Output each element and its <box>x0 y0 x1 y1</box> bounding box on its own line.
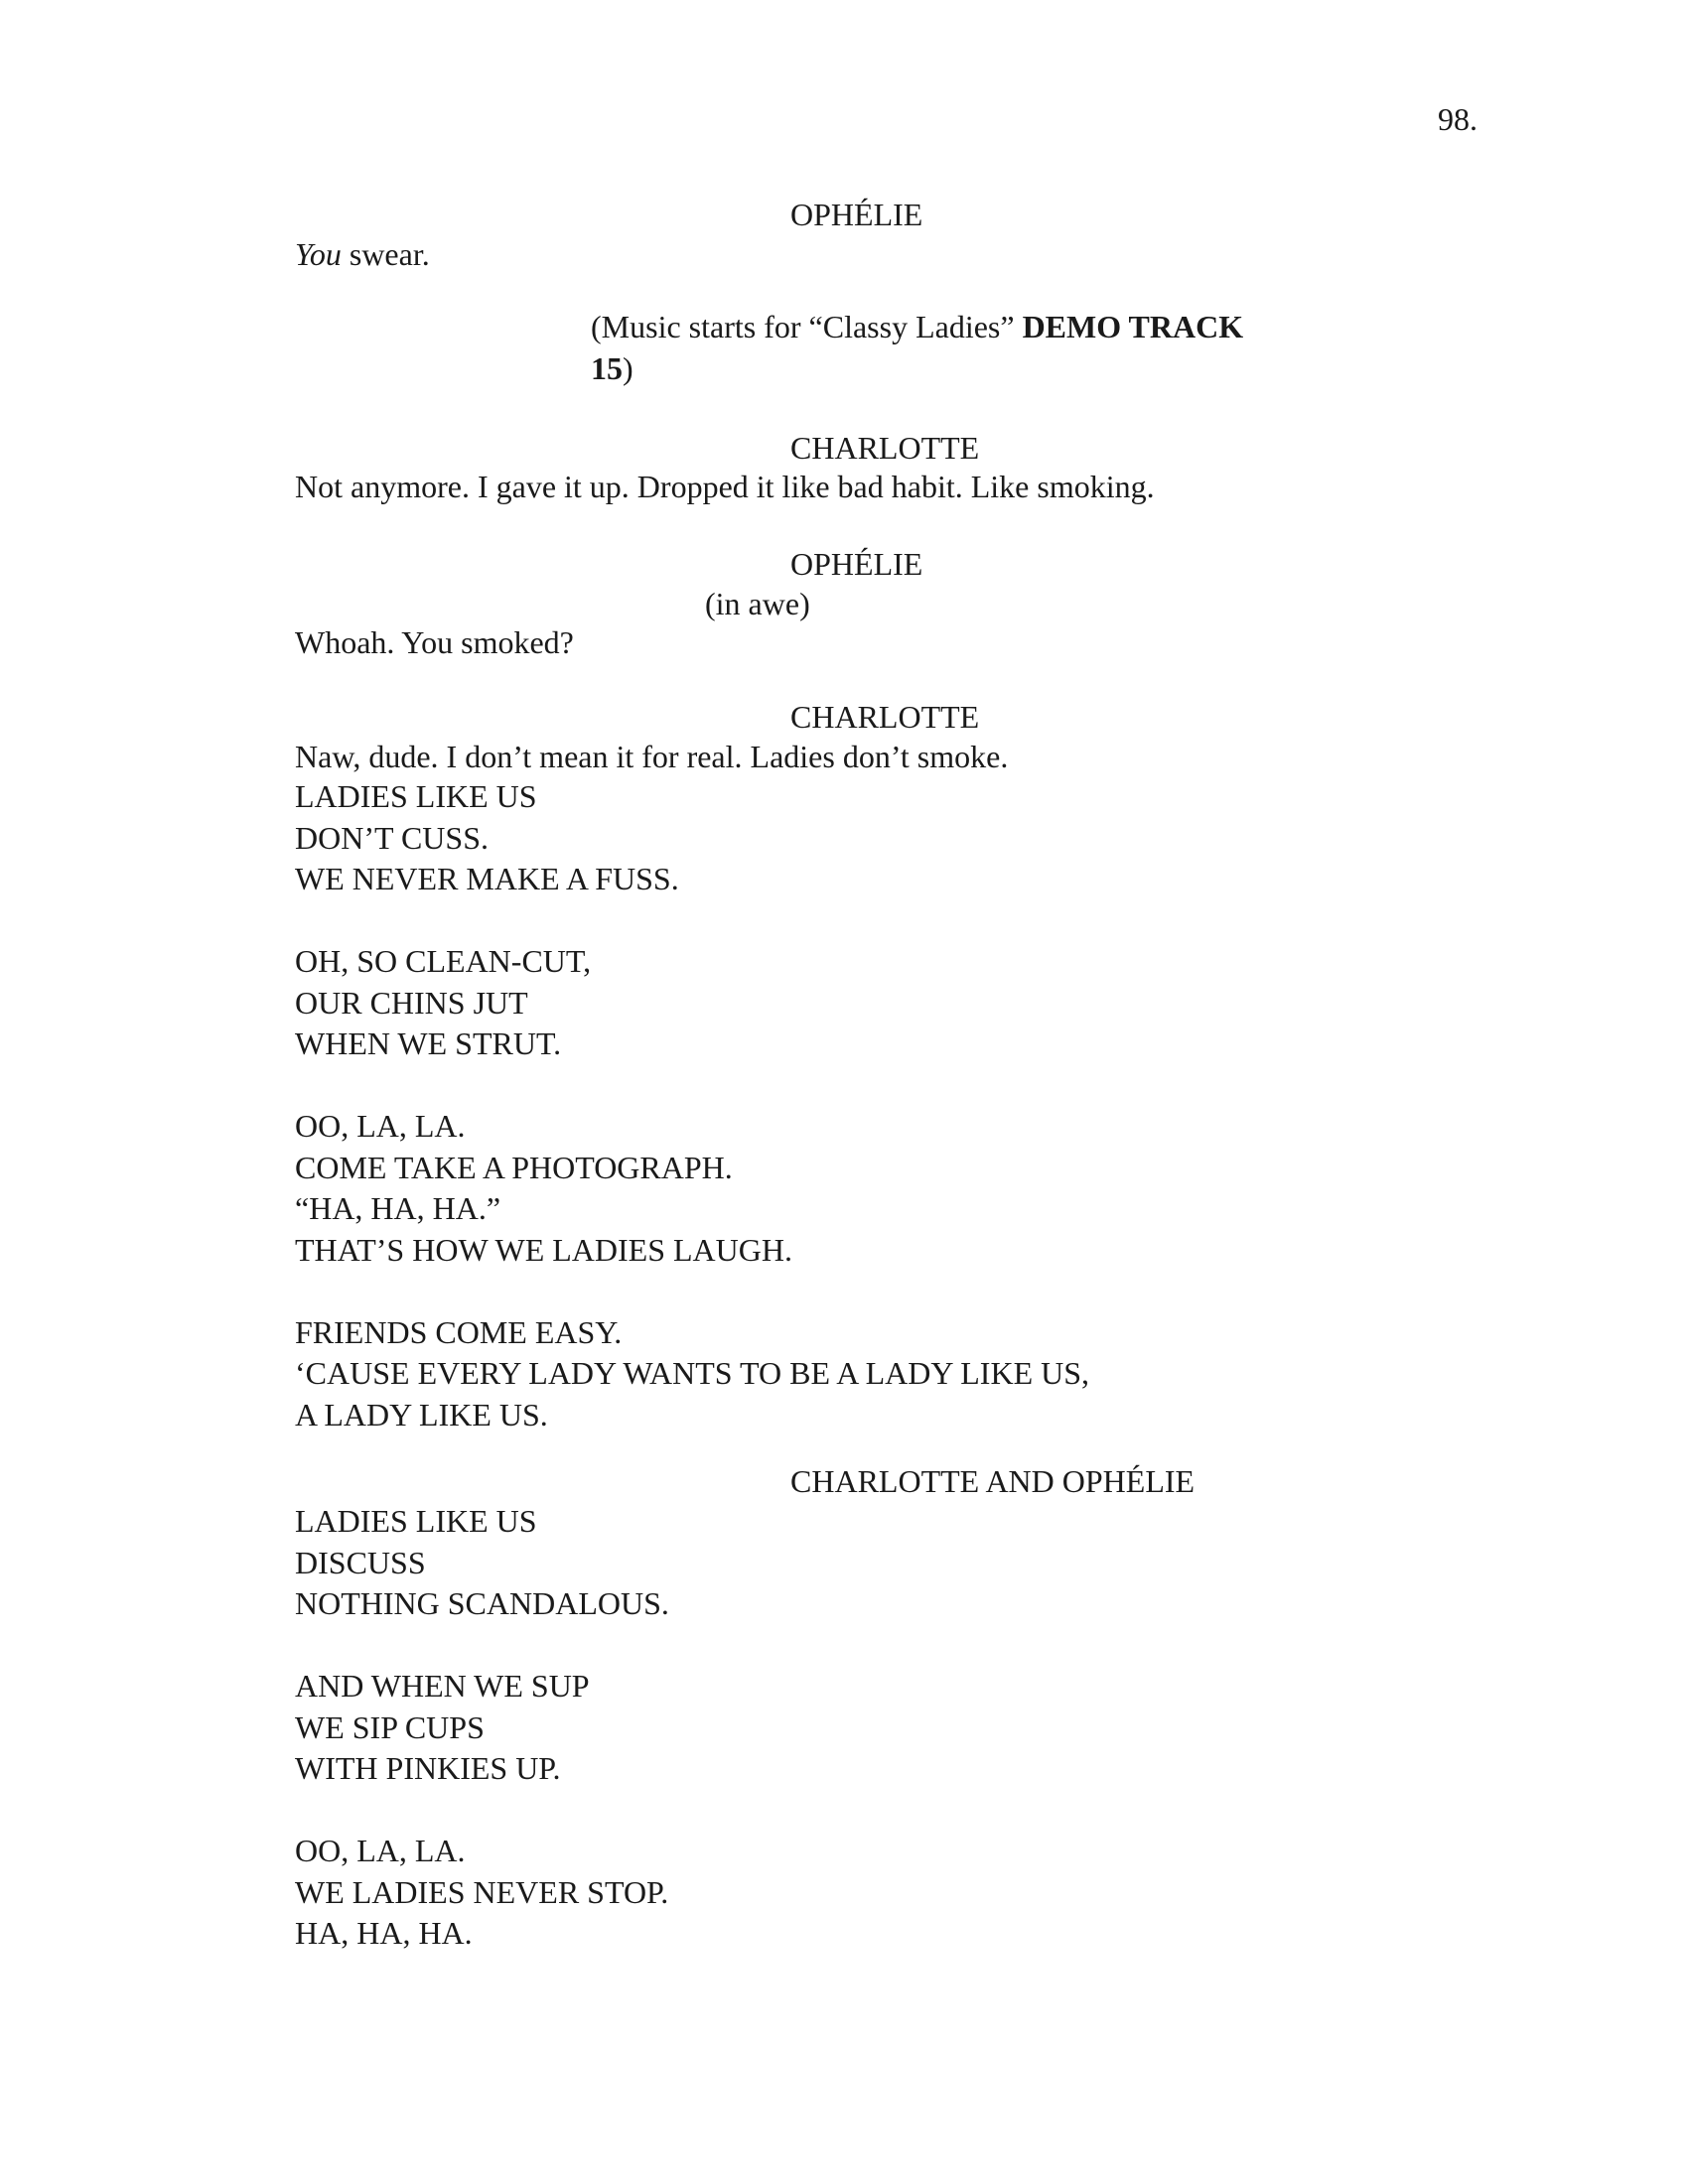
page-number: 98. <box>1438 101 1477 137</box>
demo-track-label: DEMO TRACK <box>1022 309 1244 344</box>
lyric-line: OH, SO CLEAN-CUT, <box>295 943 592 979</box>
lyric-line: A LADY LIKE US. <box>295 1396 548 1433</box>
lyric-line: WHEN WE STRUT. <box>295 1025 562 1061</box>
lyric-line: OO, LA, LA. <box>295 1108 466 1144</box>
lyric-line: “HA, HA, HA.” <box>295 1190 501 1226</box>
lyric-line: DON’T CUSS. <box>295 819 489 856</box>
lyrics-block <box>295 1501 669 1955</box>
lyric-line: WE SIP CUPS <box>295 1708 485 1745</box>
character-name-charlotte: CHARLOTTE <box>790 430 980 466</box>
lyric-line: OO, LA, LA. <box>295 1833 466 1868</box>
stage-direction-close: ) <box>623 349 633 386</box>
lyric-line: HA, HA, HA. <box>295 1915 473 1951</box>
lyric-line <box>295 900 1089 942</box>
dialogue-line: Not anymore. I gave it up. Dropped it like bad habit. Like smoking. <box>295 469 1155 504</box>
character-name-charlotte: CHARLOTTE <box>790 699 980 735</box>
lyric-line: WITH PINKIES UP. <box>295 1750 561 1786</box>
lyric-line: DISCUSS <box>295 1544 426 1580</box>
lyric-line: LADIES LIKE US <box>295 1503 537 1539</box>
lyric-line: NOTHING SCANDALOUS. <box>295 1585 669 1621</box>
lyric-line <box>295 1271 1089 1312</box>
character-name-charlotte-and-ophelie: CHARLOTTE AND OPHÉLIE <box>790 1463 1196 1499</box>
lyric-line: THAT’S HOW WE LADIES LAUGH. <box>295 1231 792 1268</box>
lyric-line: WE NEVER MAKE A FUSS. <box>295 861 679 896</box>
lyric-line: LADIES LIKE US <box>295 778 537 814</box>
lyric-line: COME TAKE A PHOTOGRAPH. <box>295 1149 733 1185</box>
lyric-line: AND WHEN WE SUP <box>295 1668 590 1704</box>
lyric-line: OUR CHINS JUT <box>295 984 528 1021</box>
character-name-ophelie: OPHÉLIE <box>790 546 923 582</box>
character-name-ophelie: OPHÉLIE <box>790 197 923 232</box>
dialogue-line <box>295 234 430 276</box>
lyrics-block <box>295 776 1089 1435</box>
demo-track-number: 15 <box>591 349 623 386</box>
lyric-line <box>295 1790 669 1832</box>
lyric-line: ‘CAUSE EVERY LADY WANTS TO BE A LADY LIKE US, <box>295 1355 1090 1391</box>
stage-direction-text: (Music starts for “Classy Ladies” <box>591 309 1023 344</box>
stage-direction <box>591 307 1286 389</box>
lyric-line <box>295 1625 669 1667</box>
dialogue-line: Whoah. You smoked? <box>295 624 574 660</box>
dialogue-line: Naw, dude. I don’t mean it for real. Ladies don’t smoke. <box>295 739 1009 774</box>
parenthetical: (in awe) <box>705 586 810 621</box>
lyric-line: WE LADIES NEVER STOP. <box>295 1873 669 1910</box>
dialogue-emphasis: You <box>295 236 342 272</box>
lyric-line <box>295 1065 1089 1107</box>
lyric-line: FRIENDS COME EASY. <box>295 1313 623 1350</box>
dialogue-text: swear. <box>341 236 430 272</box>
